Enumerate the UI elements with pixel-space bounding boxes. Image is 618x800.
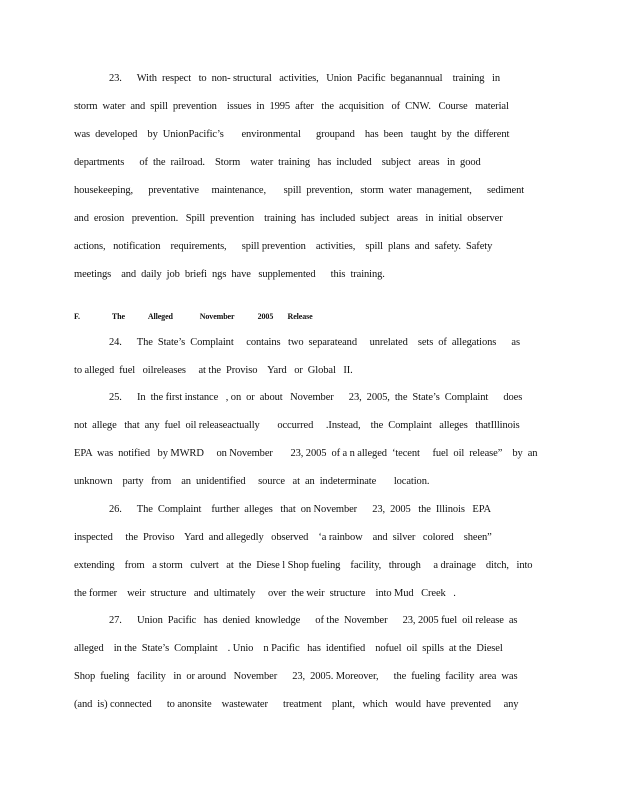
paragraph-25-line-1: 25. In the first instance , on or about November 23, 2005, the State’s Complaint does [109, 392, 523, 403]
paragraph-23-line-5: housekeeping, preventative maintenance, spill prevention, storm water management, sediment [74, 185, 525, 196]
paragraph-25-line-2: not allege that any fuel oil releaseactually occurred .Instead, the Complaint alleges thatIllinois [74, 420, 520, 431]
section-letter: F. [74, 312, 80, 321]
paragraph-25-line-4: unknown party from an unidentified source at an indeterminate location. [74, 476, 430, 487]
paragraph-26-line-1: 26. The Complaint further alleges that on November 23, 2005 the Illinois EPA [109, 504, 491, 515]
paragraph-23-line-3: was developed by UnionPacific’s environmental groupand has been taught by the different [74, 129, 510, 140]
paragraph-23-line-8: meetings and daily job briefi ngs have supplemented this training. [74, 269, 385, 280]
section-heading [74, 311, 313, 322]
paragraph-23-line-4: departments of the railroad. Storm water training has included subject areas in good [74, 157, 481, 168]
paragraph-27-line-4: (and is) connected to anonsite wastewater treatment plant, which would have prevented any [74, 699, 519, 710]
heading-word: The [111, 312, 125, 321]
paragraph-23-line-6: and erosion prevention. Spill prevention training has included subject areas in initial observer [74, 213, 503, 224]
paragraph-23-line-2: storm water and spill prevention issues in 1995 after the acquisition of CNW. Course material [74, 101, 509, 112]
paragraph-26-line-4: the former weir structure and ultimately over the weir structure into Mud Creek . [74, 588, 456, 599]
paragraph-27-line-1: 27. Union Pacific has denied knowledge of the November 23, 2005 fuel oil release as [109, 615, 518, 626]
heading-word: Alleged [147, 312, 173, 321]
paragraph-23-line-7: actions, notification requirements, spill prevention activities, spill plans and safety. Safety [74, 241, 493, 252]
paragraph-24-line-1: 24. The State’s Complaint contains two separateand unrelated sets of allegations as [109, 337, 520, 348]
heading-word: 2005 [257, 312, 274, 321]
heading-word: November [199, 312, 235, 321]
paragraph-24-line-2: to alleged fuel oilreleases at the Proviso Yard or Global II. [74, 365, 353, 376]
paragraph-25-line-3: EPA was notified by MWRD on November 23, 2005 of a n alleged ‘tecent fuel oil release” by an [74, 448, 538, 459]
heading-word: Release [287, 312, 313, 321]
paragraph-26-line-3: extending from a storm culvert at the Diese l Shop fueling facility, through a drainage ditch, into [74, 560, 533, 571]
paragraph-27-line-3: Shop fueling facility in or around November 23, 2005. Moreover, the fueling facility area was [74, 671, 518, 682]
paragraph-26-line-2: inspected the Proviso Yard and allegedly observed ‘a rainbow and silver colored sheen” [74, 532, 492, 543]
paragraph-23-line-1: 23. With respect to non- structural activities, Union Pacific beganannual training in [109, 73, 500, 84]
paragraph-27-line-2: alleged in the State’s Complaint . Unio n Pacific has identified nofuel oil spills at the Diesel [74, 643, 503, 654]
